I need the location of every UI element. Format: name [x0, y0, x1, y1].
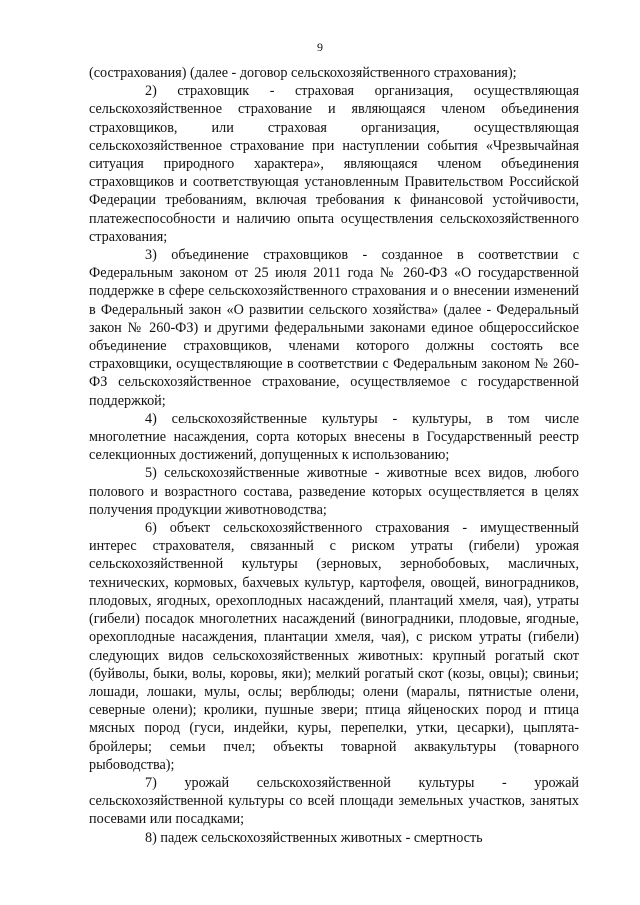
paragraph-4: 4) сельскохозяйственные культуры - культуры, в том числе многолетние насаждения, сорта которых внесены в Государственный реестр селекционных достижений, допущенных к использованию; — [89, 410, 579, 464]
paragraph-6: 6) объект сельскохозяйственного страхования - имущественный интерес страхователя, связанный с риском утраты (гибели) урожая сельскохозяйственной культуры (зерновых, зернобобовых, масличных, технических, кормовых, бахчевых культур, картофеля, овощей, виноградников, плодовых, ягодных, орехоплодных насаждений, плантаций хмеля, чая), утраты (гибели) посадок многолетних насаждений (виноградники, плодовые, ягодные, орехоплодные насаждения, плантации хмеля, чая), с риском утраты (гибели) следующих видов сельскохозяйственных животных: крупный рогатый скот (буйволы, быки, волы, коровы, яки); мелкий рогатый скот (козы, овцы); свиньи; лошади, лошаки, мулы, ослы; верблюды; олени (маралы, пятнистые олени, северные олени); кролики, пушные звери; птица яйценоских пород и птица мясных пород (гуси, индейки, куры, перепелки, утки, цесарки), цыплята-бройлеры; семьи пчел; объекты товарной аквакультуры (товарного рыбоводства); — [89, 520, 579, 773]
document-body — [89, 64, 579, 847]
paragraph-1: (сострахования) (далее - договор сельскохозяйственного страхования); — [89, 65, 517, 81]
page-number: 9 — [317, 40, 323, 54]
paragraph-8: 8) падеж сельскохозяйственных животных - смертность — [145, 829, 483, 846]
paragraph-3: 3) объединение страховщиков - созданное в соответствии с Федеральным законом от 25 июля 2011 года № 260-ФЗ «О государственной поддержке в сфере сельскохозяйственного страхования и о внесении изменений в Федеральный закон «О развитии сельского хозяйства» (далее - Федеральный закон № 260-ФЗ) и другими федеральными законами единое общероссийское объединение страховщиков, членами которого должны состоять все страховщики, осуществляющие в соответствии с Федеральным законом № 260-ФЗ сельскохозяйственное страхование, осуществляемое с государственной поддержкой; — [89, 247, 579, 409]
paragraph-2: 2) страховщик - страховая организация, осуществляющая сельскохозяйственное страхование и являющаяся членом объединения страховщиков, или страховая организация, осуществляющая сельскохозяйственное страхование при наступлении события «Чрезвычайная ситуация природного характера», являющаяся членом объединения страховщиков и соответствующая установленным Правительством Российской Федерации требованиям, включая требования к финансовой устойчивости, платежеспособности и наличию опыта осуществления сельскохозяйственного страхования; — [89, 83, 579, 245]
paragraph-5: 5) сельскохозяйственные животные - животные всех видов, любого полового и возрастного состава, разведение которых осуществляется в целях получения продукции животноводства; — [89, 465, 579, 518]
paragraph-7: 7) урожай сельскохозяйственной культуры - урожай сельскохозяйственной культуры со всей площади земельных участков, занятых посевами или посадками; — [89, 774, 579, 828]
